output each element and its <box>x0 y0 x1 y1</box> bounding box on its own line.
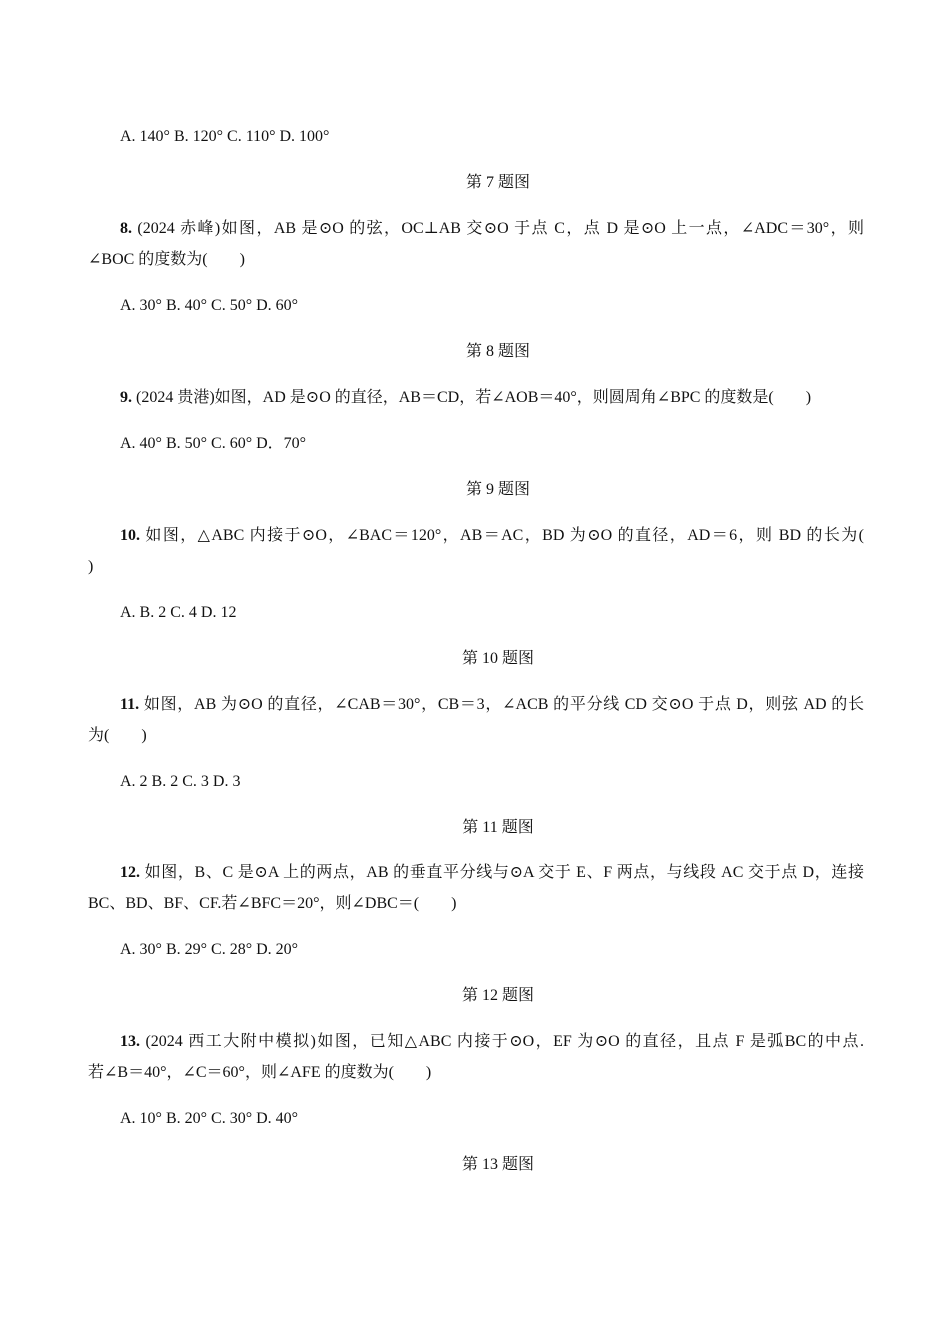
q9-stem-line1 <box>120 387 811 409</box>
q13-source: (2024 西工大附中模拟) <box>145 1033 316 1050</box>
q8-figure-caption: 第 8 题图 <box>465 343 530 360</box>
q11-stem-line1 <box>120 694 864 716</box>
q12-stem-line1 <box>120 862 864 884</box>
q13-number: 13. <box>120 1033 140 1050</box>
q8-source: (2024 赤峰) <box>137 220 221 237</box>
q9-source: (2024 贵港) <box>136 389 215 406</box>
q12-figure-caption: 第 12 题图 <box>461 987 534 1004</box>
q13-options: A. 10° B. 20° C. 30° D. 40° <box>120 1110 299 1127</box>
q8-number: 8. <box>120 220 132 237</box>
q9-text: 如图，AD 是⊙O 的直径，AB＝CD，若∠AOB＝40°，则圆周角∠BPC 的度数是( ) <box>214 389 812 406</box>
q10-options: A. B. 2 C. 4 D. 12 <box>120 604 237 621</box>
q12-text: 如图，B、C 是⊙A 上的两点，AB 的垂直平分线与⊙A 交于 E、F 两点，与线段 AC 交于点 D，连接 <box>144 864 865 881</box>
q10-stem-line1 <box>120 525 864 547</box>
q11-figure-caption: 第 11 题图 <box>462 819 534 836</box>
q13-stem-line1 <box>120 1031 864 1053</box>
q10-number: 10. <box>120 527 140 544</box>
q10-figure-caption: 第 10 题图 <box>461 650 534 667</box>
q7-options: A. 140° B. 120° C. 110° D. 100° <box>120 128 330 145</box>
q12-number: 12. <box>120 864 140 881</box>
q9-figure-caption: 第 9 题图 <box>465 481 530 498</box>
q13-figure-caption: 第 13 题图 <box>461 1156 534 1173</box>
q8-stem-line1 <box>120 218 864 240</box>
q12-stem-line2: BC、BD、BF、CF.若∠BFC＝20°，则∠DBC＝( ) <box>88 895 457 912</box>
q10-stem-line2: ) <box>88 558 94 575</box>
q8-options: A. 30° B. 40° C. 50° D. 60° <box>120 297 299 314</box>
q13-stem-line2: 若∠B＝40°，∠C＝60°，则∠AFE 的度数为( ) <box>88 1064 432 1081</box>
q9-options: A. 40° B. 50° C. 60° D．70° <box>120 435 307 452</box>
q11-options: A. 2 B. 2 C. 3 D. 3 <box>120 773 241 790</box>
q8-text: 如图，AB 是⊙O 的弦，OC⊥AB 交⊙O 于点 C，点 D 是⊙O 上一点，∠ADC＝30°，则 <box>220 220 864 237</box>
q12-options: A. 30° B. 29° C. 28° D. 20° <box>120 941 299 958</box>
q11-stem-line2: 为( ) <box>88 727 147 744</box>
q13-text: 如图，已知△ABC 内接于⊙O，EF 为⊙O 的直径，且点 F 是弧BC的中点. <box>315 1033 864 1050</box>
q10-text: 如图，△ABC 内接于⊙O，∠BAC＝120°，AB＝AC，BD 为⊙O 的直径，AD＝6，则 BD 的长为( <box>145 527 864 544</box>
q11-number: 11. <box>120 696 140 713</box>
q8-stem-line2: ∠BOC 的度数为( ) <box>88 251 245 268</box>
q9-number: 9. <box>120 389 132 406</box>
q11-text: 如图，AB 为⊙O 的直径，∠CAB＝30°，CB＝3，∠ACB 的平分线 CD 交⊙O 于点 D，则弦 AD 的长 <box>143 696 864 713</box>
q7-figure-caption: 第 7 题图 <box>465 174 530 191</box>
